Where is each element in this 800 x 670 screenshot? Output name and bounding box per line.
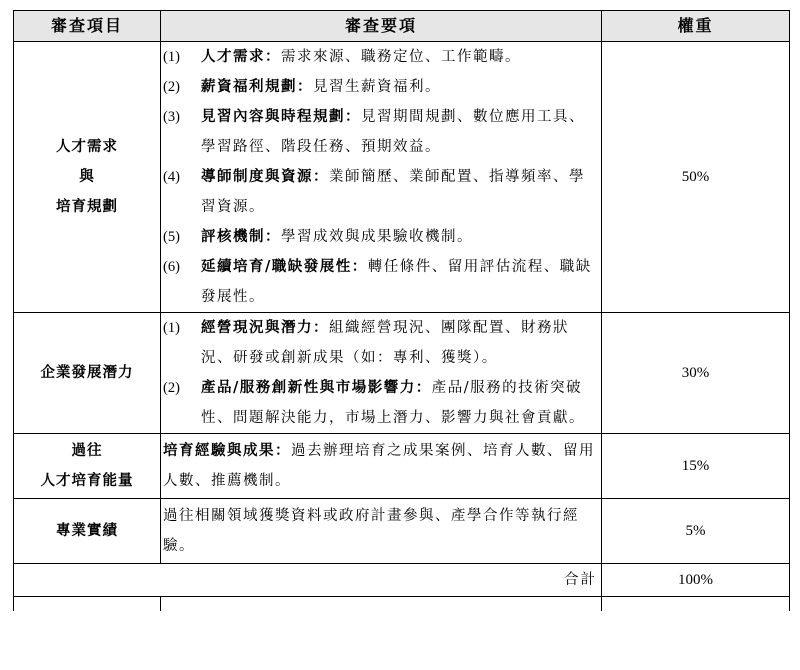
- item-text: 轉任條件、留用評估流程、職缺發展性。: [201, 259, 592, 305]
- item-number: (4): [163, 169, 180, 185]
- item-text: 過往相關領域獲獎資料或政府計畫參與、產學合作等執行經驗。: [163, 508, 579, 554]
- total-value: 100%: [602, 564, 790, 597]
- table-row: [14, 597, 790, 612]
- item-label: 產品/服務創新性與市場影響力：: [201, 379, 432, 396]
- item-label: 延續培育/職缺發展性：: [201, 258, 368, 275]
- item-number: (5): [163, 229, 180, 245]
- criteria-item: [163, 42, 599, 72]
- item-text: 業師簡歷、業師配置、指導頻率、學習資源。: [201, 169, 585, 215]
- category-cell: [14, 434, 161, 499]
- total-row: [14, 564, 790, 597]
- table-row: [14, 313, 790, 434]
- criteria-cell: [161, 434, 602, 499]
- category-line: 培育規劃: [56, 198, 118, 215]
- criteria-cell: [161, 42, 602, 313]
- criteria-cell: [161, 313, 602, 434]
- item-label: 培育經驗與成果：: [163, 442, 291, 459]
- item-text: 產品/服務的技術突破性、問題解決能力，市場上潛力、影響力與社會貢獻。: [201, 380, 585, 426]
- item-text: 組織經營現況、團隊配置、財務狀況、研發或創新成果（如：專利、獲獎）。: [201, 320, 569, 366]
- category-line: 過往: [71, 442, 103, 459]
- category-line: 專業實績: [56, 522, 118, 539]
- criteria-cell: [161, 499, 602, 564]
- review-criteria-table: [13, 10, 790, 611]
- category-line: 與: [79, 168, 95, 185]
- item-label: 評核機制：: [201, 228, 281, 245]
- item-label: 經營現況與潛力：: [201, 319, 329, 336]
- category-cell: [14, 313, 161, 434]
- item-number: (1): [163, 320, 180, 336]
- criteria-item: [163, 313, 599, 373]
- empty-cell: [14, 597, 161, 612]
- criteria-item: [163, 102, 599, 162]
- category-cell: [14, 42, 161, 313]
- item-label: 見習內容與時程規劃：: [201, 108, 361, 125]
- weight-cell: 50%: [602, 42, 790, 313]
- item-label: 薪資福利規劃：: [201, 78, 313, 95]
- item-label: 人才需求：: [201, 48, 281, 65]
- header-review-item: 審查項目: [14, 11, 161, 42]
- header-row: [14, 11, 790, 42]
- item-text: 見習生薪資福利。: [313, 79, 441, 95]
- item-number: (2): [163, 79, 180, 95]
- table-row: [14, 42, 790, 313]
- table-row: [14, 434, 790, 499]
- header-review-criteria: 審查要項: [161, 11, 602, 42]
- criteria-item: [163, 222, 599, 252]
- weight-cell: 5%: [602, 499, 790, 564]
- total-label: 合計: [14, 564, 602, 597]
- weight-cell: 15%: [602, 434, 790, 499]
- category-line: 人才培育能量: [40, 472, 134, 489]
- criteria-item: [163, 72, 599, 102]
- item-text: 過去辦理培育之成果案例、培育人數、留用人數、推薦機制。: [163, 443, 595, 489]
- item-text: 學習成效與成果驗收機制。: [281, 229, 473, 245]
- item-number: (2): [163, 380, 180, 396]
- category-line: 企業發展潛力: [40, 364, 134, 381]
- item-number: (3): [163, 109, 180, 125]
- header-weight: 權重: [602, 11, 790, 42]
- criteria-item: [163, 252, 599, 312]
- category-cell: [14, 499, 161, 564]
- weight-cell: 30%: [602, 313, 790, 434]
- empty-cell: [602, 597, 790, 612]
- criteria-item: [163, 373, 599, 433]
- item-text: 見習期間規劃、數位應用工具、學習路徑、階段任務、預期效益。: [201, 109, 585, 155]
- item-number: (1): [163, 49, 180, 65]
- criteria-item: [163, 162, 599, 222]
- empty-cell: [161, 597, 602, 612]
- item-label: 導師制度與資源：: [201, 168, 329, 185]
- item-number: (6): [163, 259, 180, 275]
- category-line: 人才需求: [56, 138, 118, 155]
- item-text: 需求來源、職務定位、工作範疇。: [281, 49, 521, 65]
- table-row: [14, 499, 790, 564]
